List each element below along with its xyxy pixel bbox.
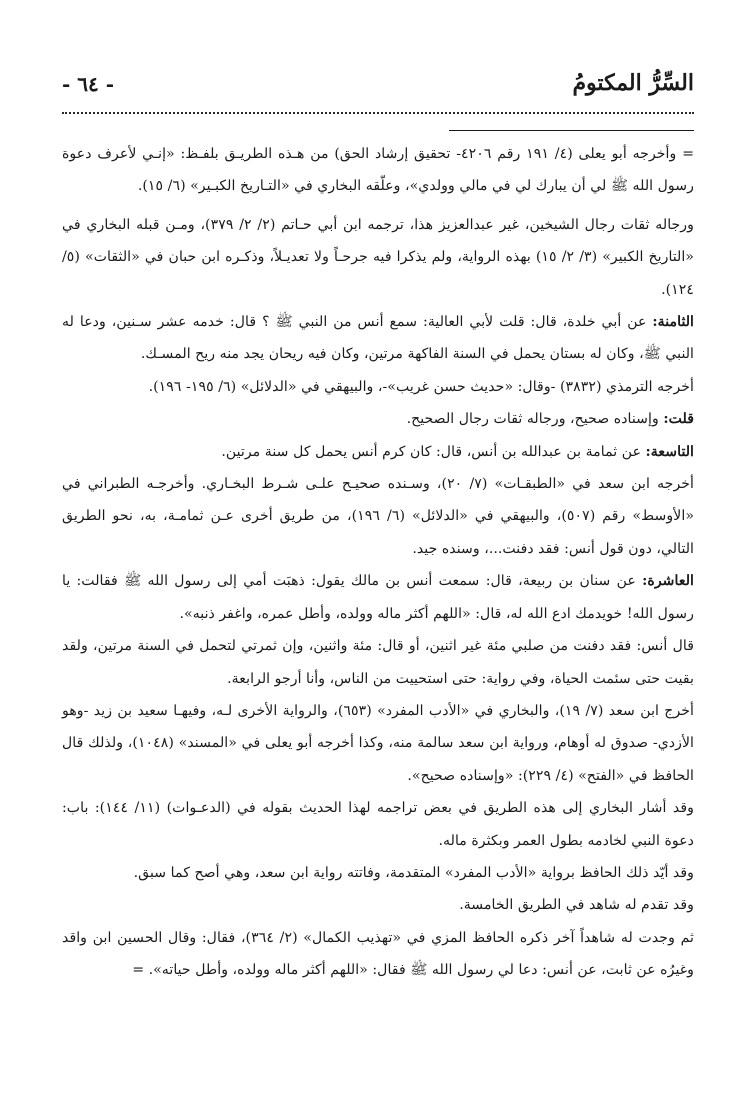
paragraph-lead: العاشرة: [642,573,694,590]
paragraph-text: قال أنس: فقد دفنت من صلبي مئة غير اثنين، أو قال: مئة واثنين، وإن ثمرتي لتحمل في السنة مرتين، ولقد بقيت حتى سئمت الحياة، وفي رواية: حتى استحييت من الناس، وأنا أرجو الرابعة. [62,638,694,687]
footnote-body [62,138,694,987]
paragraph-text: ورجاله ثقات رجال الشيخين، غير عبدالعزيز هذا، ترجمه ابن أبي حـاتم (٢/ ٢/ ٣٧٩)، ومـن قبله البخاري في «التاريخ الكبير» (٣/ ٢/ ١٥) بهذه الرواية، ولم يذكرا فيه جرحـاً ولا تعديـلاً، وذكـره ابن حبان في «الثقات» (٥/ ١٢٤). [62,216,694,298]
paragraph-text: = وأخرجه أبو يعلى (٤/ ١٩١ رقم ٤٢٠٦- تحقيق إرشاد الحق) من هـذه الطريـق بلفـظ: «إنـي لأعرف دعوة رسول الله ﷺ لي أن يبارك لي في مالي وولدي»، وعلّقه البخاري في «التـاريخ الكبـير» (٦/ ١٥). [62,146,694,195]
paragraph [62,371,694,403]
paragraph-text: وقد أيّد ذلك الحافظ برواية «الأدب المفرد» المتقدمة، وفاتته رواية ابن سعد، وهي أصح كما سبق. [133,864,694,881]
paragraph-lead: قلت: [663,411,694,428]
page-number: - ٦٤ - [62,72,115,96]
paragraph-text: أخرج ابن سعد (٧/ ١٩)، والبخاري في «الأدب المفرد» (٦٥٣)، والرواية الأخرى لـه، وفيهـا سعيد بن زيد -وهو الأزدي- صدوق له أوهام، ورواية ابن سعد سالمة منه، وكذا أخرجه أبو يعلى في «المسند» (١٠٤٨)، ولذلك قال الحافظ في «الفتح» (٤/ ٢٢٩): «وإسناده صحيح». [62,702,694,784]
paragraph [62,565,694,630]
page-header [62,68,694,110]
paragraph-text: عن سنان بن ربيعة، قال: سمعت أنس بن مالك يقول: ذهبَت أمي إلى رسول الله ﷺ فقالت: يا رسول الله! خويدمك ادع الله له، قال: «اللهم أكثر ماله وولده، وأطل عمره، واغفر ذنبه». [62,573,694,622]
paragraph [62,468,694,565]
paragraph-text: أخرجه ابن سعد في «الطبقـات» (٧/ ٢٠)، وسـنده صحيـح علـى شـرط البخـاري. وأخرجـه الطبراني في «الأوسط» رقم (٥٠٧)، والبيهقي في «الدلائل» (٦/ ١٩٦)، من طريق أخرى عـن ثمامـة، به، نحو الطريق التالي، دون قول أنس: فقد دفنت...، وسنده جيد. [62,476,695,557]
paragraph [62,857,694,889]
paragraph-lead: الثامنة: [652,314,694,331]
paragraph [62,209,694,306]
paragraph [62,889,694,921]
paragraph-text: عن أبي خلدة، قال: قلت لأبي العالية: سمع أنس من النبي ﷺ ؟ قال: خدمه عشر سـنين، ودعا له النبي ﷺ، وكان له بستان يحمل في السنة الفاكهة مرتين، وكان فيه ريحان يجد منه ريح المسـك. [62,314,694,363]
footnote-separator [449,130,694,131]
paragraph-text: وإسناده صحيح، ورجاله ثقات رجال الصحيح. [406,411,664,428]
paragraph [62,403,694,435]
paragraph-text: وقد أشار البخاري إلى هذه الطريق في بعض تراجمه لهذا الحديث بقوله في (الدعـوات) (١١/ ١٤٤): باب: دعوة النبي لخادمه بطول العمر وبكثرة ماله. [62,800,694,849]
paragraph-lead: التاسعة: [645,443,694,460]
paragraph [62,436,694,468]
paragraph [62,630,694,695]
paragraph [62,306,694,371]
paragraph-text: ثم وجدت له شاهداً آخر ذكره الحافظ المزي في «تهذيب الكمال» (٢/ ٣٦٤)، فقال: وقال الحسين ابن واقد وغيرُه عن ثابت، عن أنس: دعا لي رسول الله ﷺ فقال: «اللهم أكثر ماله وولده، وأطل حياته». = [62,929,695,979]
paragraph [62,695,694,792]
paragraph [62,792,694,857]
running-title: السِّرُّ المكتومُ [572,70,694,96]
header-dotted-divider [62,112,694,114]
paragraph [62,138,694,203]
paragraph [62,922,694,987]
paragraph-text: عن ثمامة بن عبدالله بن أنس، قال: كان كرم أنس يحمل كل سنة مرتين. [221,443,646,460]
paragraph-text: وقد تقدم له شاهد في الطريق الخامسة. [459,897,694,914]
paragraph-text: أخرجه الترمذي (٣٨٣٢) -وقال: «حديث حسن غريب»-، والبيهقي في «الدلائل» (٦/ ١٩٥- ١٩٦). [148,378,694,395]
